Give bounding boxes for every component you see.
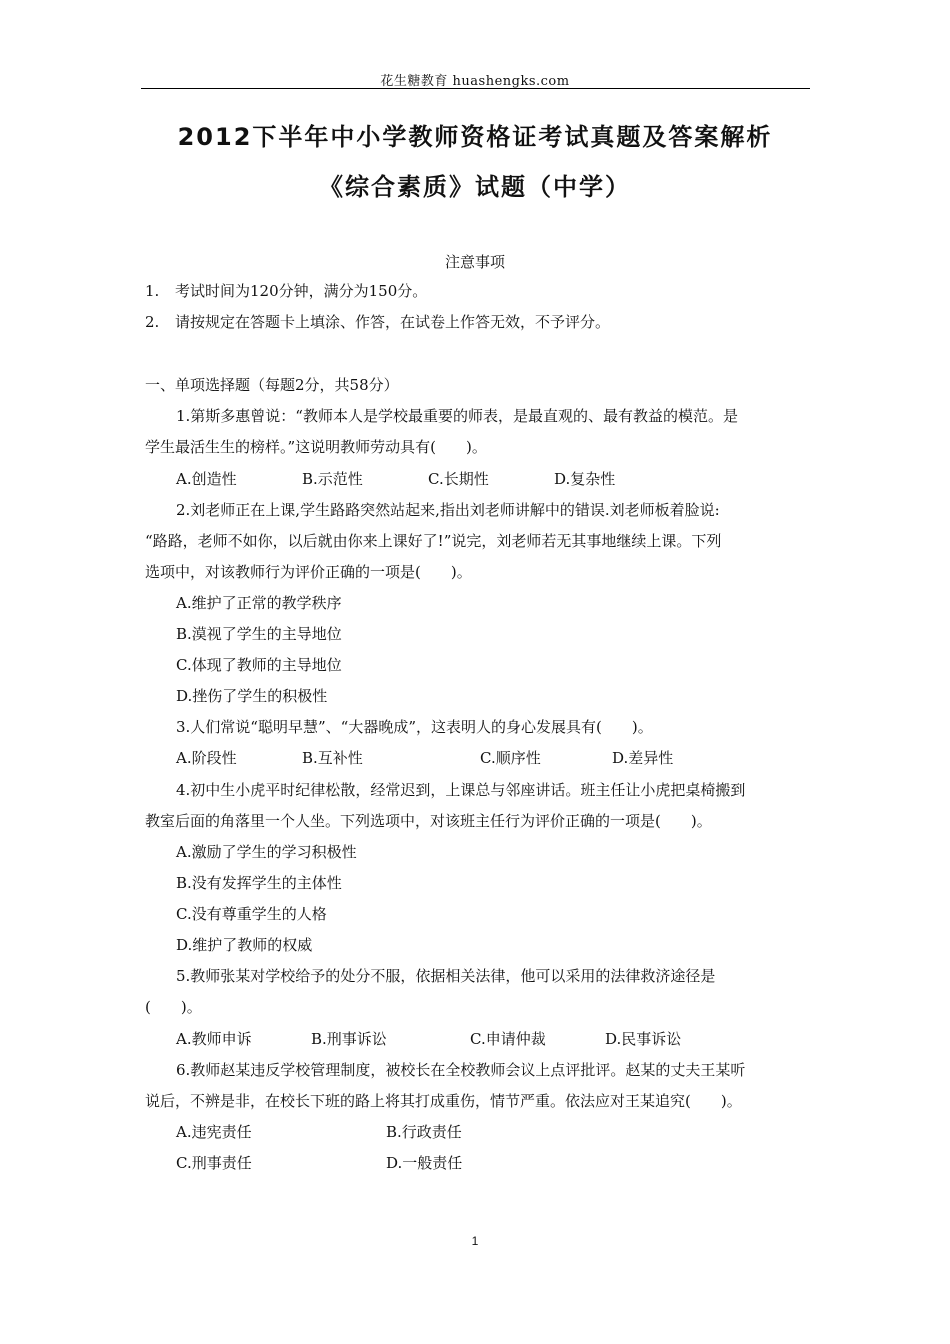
option: D.挫伤了学生的积极性 <box>176 687 328 705</box>
option: C.没有尊重学生的人格 <box>176 905 327 923</box>
page-number: 1 <box>471 1234 479 1248</box>
option: D.差异性 <box>612 749 674 767</box>
option: A.维护了正常的教学秩序 <box>176 594 342 612</box>
notice-heading: 注意事项 <box>444 253 505 271</box>
option: A.教师申诉 <box>176 1030 252 1048</box>
option: B.示范性 <box>302 470 363 488</box>
option: C.体现了教师的主导地位 <box>176 656 342 674</box>
option: C.长期性 <box>428 470 489 488</box>
question-text: “路路，老师不如你，以后就由你来上课好了!”说完，刘老师若无其事地继续上课。下列 <box>145 532 722 550</box>
option: A.激励了学生的学习积极性 <box>176 843 357 861</box>
notice-item-number: 1. <box>145 282 160 300</box>
option: D.民事诉讼 <box>605 1030 682 1048</box>
option: D.一般责任 <box>386 1154 463 1172</box>
question-text: ( )。 <box>145 998 202 1016</box>
document-subtitle: 《综合素质》试题（中学） <box>319 173 631 201</box>
option: B.行政责任 <box>386 1123 462 1141</box>
option: A.违宪责任 <box>176 1123 252 1141</box>
option: B.刑事诉讼 <box>311 1030 387 1048</box>
question-text: 1.第斯多惠曾说：“教师本人是学校最重要的师表，是最直观的、最有教益的模范。是 <box>176 407 738 425</box>
header-divider <box>141 88 810 89</box>
question-text: 教室后面的角落里一个人坐。下列选项中，对该班主任行为评价正确的一项是( )。 <box>145 812 712 830</box>
question-text: 学生最活生生的榜样。”这说明教师劳动具有( )。 <box>145 438 487 456</box>
document-title: 2012下半年中小学教师资格证考试真题及答案解析 <box>177 123 773 151</box>
question-text: 2.刘老师正在上课,学生路路突然站起来,指出刘老师讲解中的错误.刘老师板着脸说: <box>176 501 720 519</box>
notice-item-text: 请按规定在答题卡上填涂、作答，在试卷上作答无效，不予评分。 <box>175 313 611 331</box>
option: D.复杂性 <box>554 470 616 488</box>
option: B.没有发挥学生的主体性 <box>176 874 342 892</box>
notice-item-text: 考试时间为120分钟，满分为150分。 <box>175 282 428 300</box>
option: B.互补性 <box>302 749 363 767</box>
option: A.创造性 <box>176 470 237 488</box>
option: B.漠视了学生的主导地位 <box>176 625 342 643</box>
question-text: 选项中，对该教师行为评价正确的一项是( )。 <box>145 563 472 581</box>
option: C.申请仲裁 <box>470 1030 546 1048</box>
option: D.维护了教师的权威 <box>176 936 313 954</box>
notice-item-number: 2. <box>145 313 160 331</box>
question-text: 6.教师赵某违反学校管理制度，被校长在全校教师会议上点评批评。赵某的丈夫王某听 <box>176 1061 746 1079</box>
question-text: 4.初中生小虎平时纪律松散，经常迟到，上课总与邻座讲话。班主任让小虎把桌椅搬到 <box>176 781 746 799</box>
option: C.刑事责任 <box>176 1154 252 1172</box>
option: C.顺序性 <box>480 749 541 767</box>
section-heading: 一、单项选择题（每题2分，共58分） <box>145 376 399 394</box>
question-text: 3.人们常说“聪明早慧”、“大器晚成”，这表明人的身心发展具有( )。 <box>176 718 653 736</box>
question-text: 说后，不辨是非，在校长下班的路上将其打成重伤，情节严重。依法应对王某追究( )。 <box>145 1092 742 1110</box>
question-text: 5.教师张某对学校给予的处分不服，依据相关法律，他可以采用的法律救济途径是 <box>176 967 716 985</box>
option: A.阶段性 <box>176 749 237 767</box>
page-header: 花生糖教育 huashengks.com <box>380 74 570 89</box>
